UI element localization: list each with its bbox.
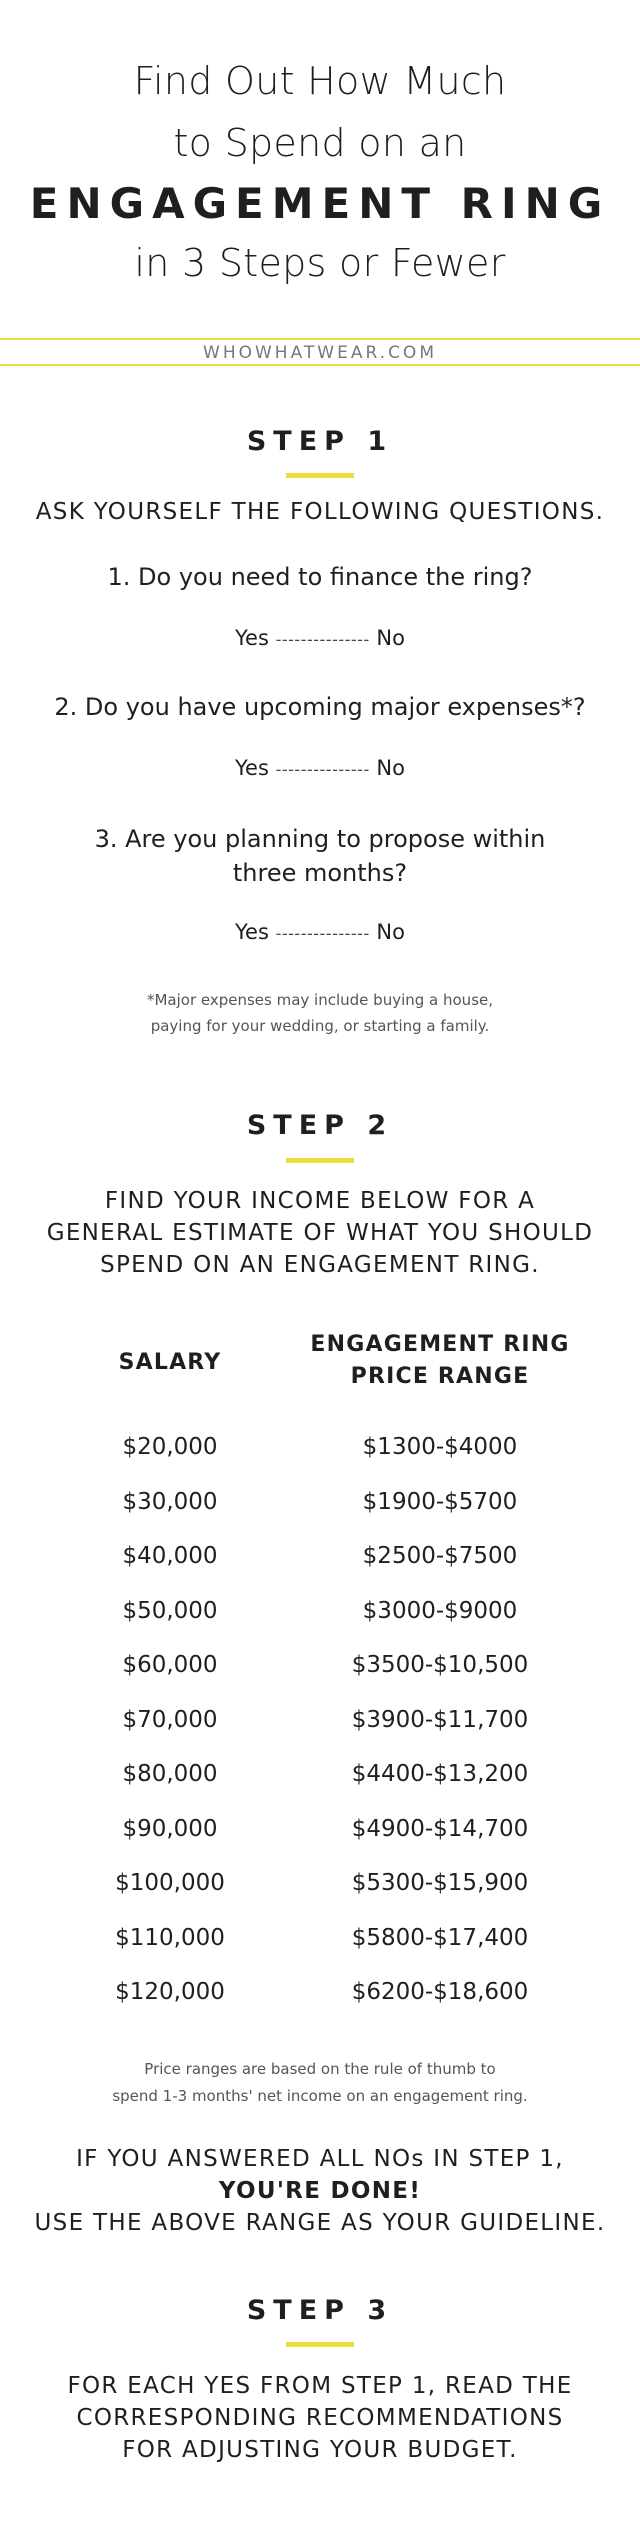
yes-label: Yes xyxy=(235,756,269,780)
step2-note-line2: spend 1-3 months' net income on an engagement ring. xyxy=(112,2087,528,2105)
col-header-price-line2: PRICE RANGE xyxy=(350,1364,530,1389)
yes-label: Yes xyxy=(235,920,269,944)
step1-question-1: 1. Do you need to finance the ring? xyxy=(107,563,533,591)
no-label: No xyxy=(376,756,405,780)
step2-done-line2: YOU'RE DONE! xyxy=(218,2178,422,2204)
step3-intro-line1: FOR EACH YES FROM STEP 1, READ THE xyxy=(67,2373,573,2399)
table-row-range: $4900-$14,700 xyxy=(351,1816,529,1842)
title-line-2: to Spend on an xyxy=(173,121,467,165)
step3-intro-line3: FOR ADJUSTING YOUR BUDGET. xyxy=(122,2437,518,2463)
table-row-salary: $50,000 xyxy=(122,1598,218,1624)
step1-answer-scale-2[interactable] xyxy=(0,756,640,780)
step1-underline xyxy=(286,473,354,478)
brand-label: WHOWHATWEAR.COM xyxy=(203,343,437,363)
step2-intro-line1: FIND YOUR INCOME BELOW FOR A xyxy=(104,1188,536,1214)
table-row-range: $6200-$18,600 xyxy=(351,1979,529,2005)
step1-footnote-line2: paying for your wedding, or starting a family. xyxy=(150,1017,490,1035)
step2-note-line1: Price ranges are based on the rule of thumb to xyxy=(144,2060,496,2078)
no-label: No xyxy=(376,626,405,650)
table-row-range: $1900-$5700 xyxy=(362,1489,518,1515)
table-row-range: $2500-$7500 xyxy=(362,1543,518,1569)
table-row-salary: $40,000 xyxy=(122,1543,218,1569)
table-row-range: $5800-$17,400 xyxy=(351,1925,529,1951)
table-row-range: $3900-$11,700 xyxy=(351,1707,529,1733)
table-row-salary: $120,000 xyxy=(115,1979,225,2005)
col-header-salary: SALARY xyxy=(118,1350,222,1375)
step1-footnote-line1: *Major expenses may include buying a house, xyxy=(146,991,494,1009)
step1-heading: STEP 1 xyxy=(246,426,394,457)
header-rule-bottom xyxy=(0,364,640,366)
table-row-range: $4400-$13,200 xyxy=(351,1761,529,1787)
step3-intro-line2: CORRESPONDING RECOMMENDATIONS xyxy=(76,2405,564,2431)
step2-done-line1: IF YOU ANSWERED ALL NOs IN STEP 1, xyxy=(76,2146,564,2172)
step2-heading: STEP 2 xyxy=(246,1110,394,1141)
title-line-3: ENGAGEMENT RING xyxy=(29,179,611,228)
table-row-salary: $100,000 xyxy=(115,1870,225,1896)
table-row-salary: $90,000 xyxy=(122,1816,218,1842)
table-row-salary: $60,000 xyxy=(122,1652,218,1678)
table-row-salary: $70,000 xyxy=(122,1707,218,1733)
step1-answer-scale-1[interactable] xyxy=(0,626,640,650)
table-row-salary: $20,000 xyxy=(122,1434,218,1460)
step3-heading: STEP 3 xyxy=(246,2295,394,2326)
step1-question-3-line2: three months? xyxy=(232,859,408,887)
step1-intro: ASK YOURSELF THE FOLLOWING QUESTIONS. xyxy=(35,499,605,525)
no-label: No xyxy=(376,920,405,944)
yes-label: Yes xyxy=(235,626,269,650)
title-line-1: Find Out How Much xyxy=(133,59,507,103)
header-rule-top xyxy=(0,338,640,340)
scale-dashes: --------------- xyxy=(275,760,370,779)
scale-dashes: --------------- xyxy=(275,630,370,649)
table-row-range: $3000-$9000 xyxy=(362,1598,518,1624)
step1-question-2: 2. Do you have upcoming major expenses*? xyxy=(54,693,586,721)
col-header-price-line1: ENGAGEMENT RING xyxy=(310,1332,570,1357)
step2-done-line3: USE THE ABOVE RANGE AS YOUR GUIDELINE. xyxy=(34,2210,606,2236)
table-row-range: $3500-$10,500 xyxy=(351,1652,529,1678)
step2-underline xyxy=(286,1158,354,1163)
scale-dashes: --------------- xyxy=(275,924,370,943)
step2-intro-line3: SPEND ON AN ENGAGEMENT RING. xyxy=(100,1252,540,1278)
title-line-4: in 3 Steps or Fewer xyxy=(134,241,506,285)
table-row-range: $5300-$15,900 xyxy=(351,1870,529,1896)
step3-underline xyxy=(286,2342,354,2347)
table-row-salary: $110,000 xyxy=(115,1925,225,1951)
table-row-salary: $80,000 xyxy=(122,1761,218,1787)
table-row-range: $1300-$4000 xyxy=(362,1434,518,1460)
table-row-salary: $30,000 xyxy=(122,1489,218,1515)
step1-answer-scale-3[interactable] xyxy=(0,920,640,944)
step1-question-3-line1: 3. Are you planning to propose within xyxy=(94,825,546,853)
step2-intro-line2: GENERAL ESTIMATE OF WHAT YOU SHOULD xyxy=(46,1220,594,1246)
